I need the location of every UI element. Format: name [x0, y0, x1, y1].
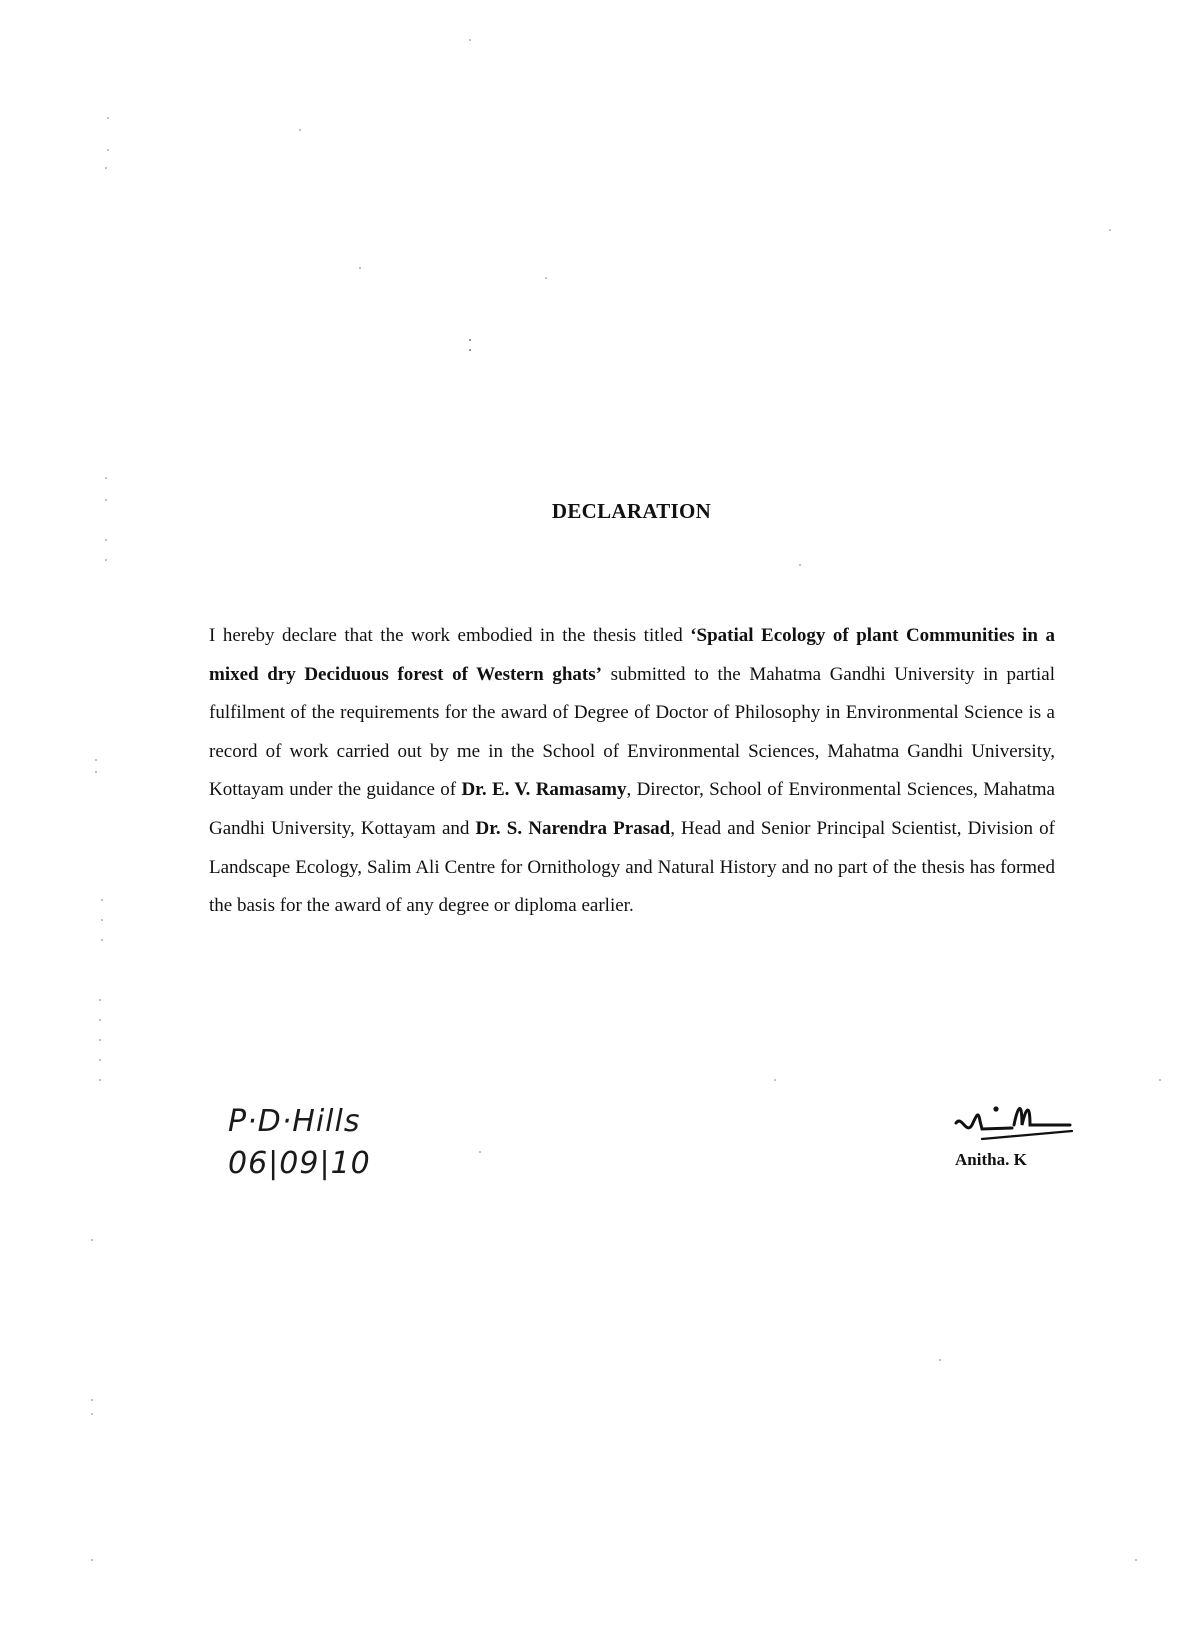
declaration-text-4: , Head and Senior Principal Scientist, Division of Landscape Ecology, Salim Ali Centre for Ornithology and Natural History and no part of the thesis has formed the basis for the award of any degree or diploma earlier. [209, 817, 1055, 917]
declaration-text-2: submitted to the Mahatma Gandhi University in partial fulfilment of the requirements for the award of Degree of Doctor of Philosophy in Environmental Science is a record of work carried out by me in the School of Environmental Sciences, Mahatma Gandhi University, Kottayam under the guidance of [209, 663, 1055, 801]
guide-name-1: Dr. E. V. Ramasamy [461, 779, 627, 801]
handwritten-place: P·D·Hills [228, 1104, 361, 1139]
page-title: DECLARATION [551, 499, 712, 523]
guide-name-2: Dr. S. Narendra Prasad [475, 817, 671, 839]
declaration-text-1: I hereby declare that the work embodied in the thesis titled [209, 625, 691, 646]
handwritten-date: 06|09|10 [228, 1146, 371, 1181]
signatory-name: Anitha. K [955, 1150, 1027, 1169]
declaration-text-3: , Director, School of Environmental Sciences, Mahatma Gandhi University, Kottayam and [209, 779, 1055, 839]
thesis-title: ‘Spatial Ecology of plant Communities in a mixed dry Deciduous forest of Western ghats’ [209, 625, 1055, 685]
